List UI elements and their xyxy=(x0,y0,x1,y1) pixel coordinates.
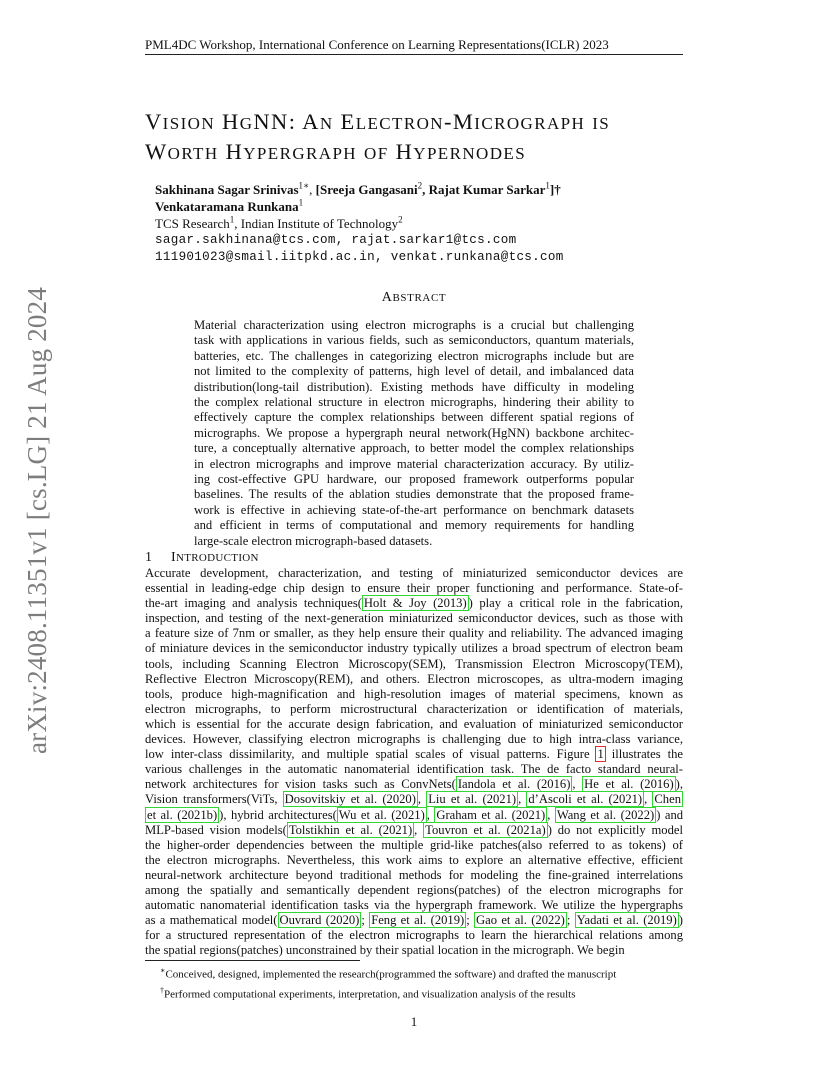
abstract-line: effectively capture the complex relationships between different spatial regions of xyxy=(194,410,634,425)
abstract-line: work is effective in achieving state-of-the-art performance on benchmark datasets xyxy=(194,502,634,517)
citation-link[interactable]: Holt & Joy (2013) xyxy=(363,596,467,611)
citation-link[interactable]: Ouvrard (2020) xyxy=(279,913,360,928)
abstract-line: distribution(long-tail distribution). Existing methods have difficulty in modeling xyxy=(194,379,634,394)
abstract-line: Material characterization using electron micrographs is a crucial but challenging xyxy=(194,318,634,332)
paper-title xyxy=(145,108,690,168)
author-name: Rajat Kumar Sarkar xyxy=(428,182,546,197)
citation-link[interactable]: Gao et al. (2022) xyxy=(476,913,565,928)
author-name: [Sreeja Gangasani xyxy=(315,182,418,197)
author-block xyxy=(155,181,675,266)
abstract-line: the complex relational structure in electron micrographs, hindering their ability to xyxy=(194,395,634,410)
abstract-line: baselines. The results of the ablation studies demonstrate that the proposed frame- xyxy=(194,487,634,502)
citation-link[interactable]: Graham et al. (2021) xyxy=(436,807,546,822)
abstract-line: not limited to the complexity of patterns, high level of detail, and imbalanced data xyxy=(194,364,634,379)
footnote-rule xyxy=(145,960,360,961)
citation-link[interactable]: Liu et al. (2021) xyxy=(428,792,517,807)
citation-link[interactable]: et al. (2021b) xyxy=(147,807,218,822)
citation-link[interactable]: Dosovitskiy et al. (2020) xyxy=(284,792,416,807)
section-number: 1 xyxy=(145,550,153,565)
page-number: 1 xyxy=(410,1014,418,1029)
running-header: PML4DC Workshop, International Conference on Learning Representations(ICLR) 2023 xyxy=(145,37,609,52)
author-line-1: Sakhinana Sagar Srinivas$^{1∗}$, [Sreeja Gangasani$^2$, Rajat Kumar Sarkar$^1$]† xyxy=(155,180,561,197)
footnotes xyxy=(160,963,690,1002)
abstract-line: micrographs. We propose a hypergraph neural network(HgNN) backbone architec- xyxy=(194,425,634,440)
citation-link[interactable]: Yadati et al. (2019) xyxy=(576,913,677,928)
email-line: sagar.sakhinana@tcs.com, rajat.sarkar1@tcs.com xyxy=(155,233,517,247)
citation-link[interactable]: Tolstikhin et al. (2021) xyxy=(288,822,413,837)
introduction-body: Accurate development, characterization, and testing of miniaturized semiconductor devices are essential in leading-edge chip design to ensure their proper functioning and performance. State-of- the-art imaging and analysis techniques( Holt & Joy (2013) ) play a critical role in the fabrication, inspection, and testing of the next-generation miniaturized semiconductor devices, such as those with a feature size of 7nm or smaller, as they help ensure their quality and reliability. The advanced imaging of miniature devices in the semiconductor industry typically utilizes a broad spectrum of electron beam tools, including Scanning Electron Microscopy(SEM), Transmission Electron Microscopy(TEM), Reflective Electron Microscopy(REM), and others. Electron microscopes, as ultra-modern imaging tools, produce high-magnification and high-resolution images of material specimens, known as electron micrographs, to perform microstructural characterization or identification of materials, which is essential for the accurate design fabrication, and evaluation of miniaturized semiconductor devices. However, classifying electron micrographs is challenging due to high intra-class variance, low inter-class dissimilarity, and multiple spatial scales of visual patterns. Figure 1 illustrates the various challenges in the automatic nanomaterial identification task. The de facto standard neural- network architectures for vision tasks such as ConvNets( Iandola et al. (2016) , He et al. (2016) ), Vision transformers(ViTs, Dosovitskiy et al. (2020) , Liu et al. (2021) , d’Ascoli et al. (2021) , Chen et al. (2021b) ), hybrid architectures( Wu et al. (2021) , Graham et al. (2021) , Wang et al. (2022) ) and MLP-based vision models( Tolstikhin et al. (2021) , Touvron et al. (2021a) ) do not explicitly model the higher-order dependencies between the multiple grid-like patches(also referred to as tokens) of the electron micrographs. Nevertheless, this work aims to explore an alternative effective, efficient neural-network architecture beyond traditional methods for modeling the fine-grained interrelations among the spatially and semantically dependent regions(patches) of the electron micrographs for automatic nanomaterial identification tasks via the hypergraph framework. We utilize the hypergraphs as a mathematical model( Ouvrard (2020) ; Feng et al. (2019) ; Gao et al. (2022) ; Yadati et al. (2019) ) for a structured representation of the electron micrographs to learn the hierarchical relations among the spatial regions(patches) unconstrained by their spatial location in the micrograph. We begin xyxy=(145,566,684,958)
author-name: Sakhinana Sagar Srinivas xyxy=(155,182,299,197)
abstract-line: in electron micrographs and improve material characterization accuracy. By utiliz- xyxy=(194,456,634,471)
footnote: †Performed computational experiments, interpretation, and visualization analysis of the results xyxy=(160,985,576,1001)
title-line-2: WORTH HYPERGRAPH OF HYPERNODES xyxy=(145,139,527,164)
affiliation: TCS Research$^1$, Indian Institute of Technology$^2$ xyxy=(155,214,403,231)
arxiv-identifier: arXiv:2408.11351v1 [cs.LG] 21 Aug 2024 xyxy=(22,286,53,754)
author-line-2: Venkataramana Runkana$^1$ xyxy=(155,197,304,214)
email-line: 111901023@smail.iitpkd.ac.in, venkat.runkana@tcs.com xyxy=(155,250,564,264)
abstract-line: large-scale electron micrograph-based datasets. xyxy=(194,533,433,548)
abstract-line: task with applications in various fields, such as semiconductors, quantum materials, xyxy=(194,333,634,348)
citation-link[interactable]: Iandola et al. (2016) xyxy=(457,777,571,792)
abstract-line: ing cost-effective GPU hardware, our proposed framework outperforms popular xyxy=(194,472,634,487)
citation-link[interactable]: Wu et al. (2021) xyxy=(338,807,425,822)
citation-link[interactable]: Wang et al. (2022) xyxy=(556,807,655,822)
citation-link[interactable]: He et al. (2016) xyxy=(584,777,674,792)
section-heading xyxy=(145,550,445,566)
citation-link[interactable]: Chen xyxy=(654,792,681,807)
citation-link[interactable]: Touvron et al. (2021a) xyxy=(425,822,546,837)
title-line-1: VISION HGNN: AN ELECTRON-MICROGRAPH IS xyxy=(145,109,611,134)
abstract-text xyxy=(194,318,634,549)
abstract-line: and efficient in terms of computational and memory requirements for handling xyxy=(194,518,634,533)
abstract-line: ture, a conceptually alternative approach, to better model the complex relationships xyxy=(194,441,634,456)
figure-reference-link[interactable]: 1 xyxy=(597,747,604,762)
footnote: ∗Conceived, designed, implemented the research(programmed the software) and drafted the manuscript xyxy=(160,966,617,981)
citation-link[interactable]: d’Ascoli et al. (2021) xyxy=(528,792,643,807)
section-title: INTRODUCTION xyxy=(171,550,259,565)
abstract-line: batteries, etc. The challenges in categorizing electron micrographs include but are xyxy=(194,348,634,363)
citation-link[interactable]: Feng et al. (2019) xyxy=(371,913,465,928)
abstract-heading: ABSTRACT xyxy=(381,290,447,305)
arxiv-identifier-sidebar xyxy=(20,280,56,760)
header-rule xyxy=(145,54,683,55)
author-name: Venkataramana Runkana xyxy=(155,199,299,214)
